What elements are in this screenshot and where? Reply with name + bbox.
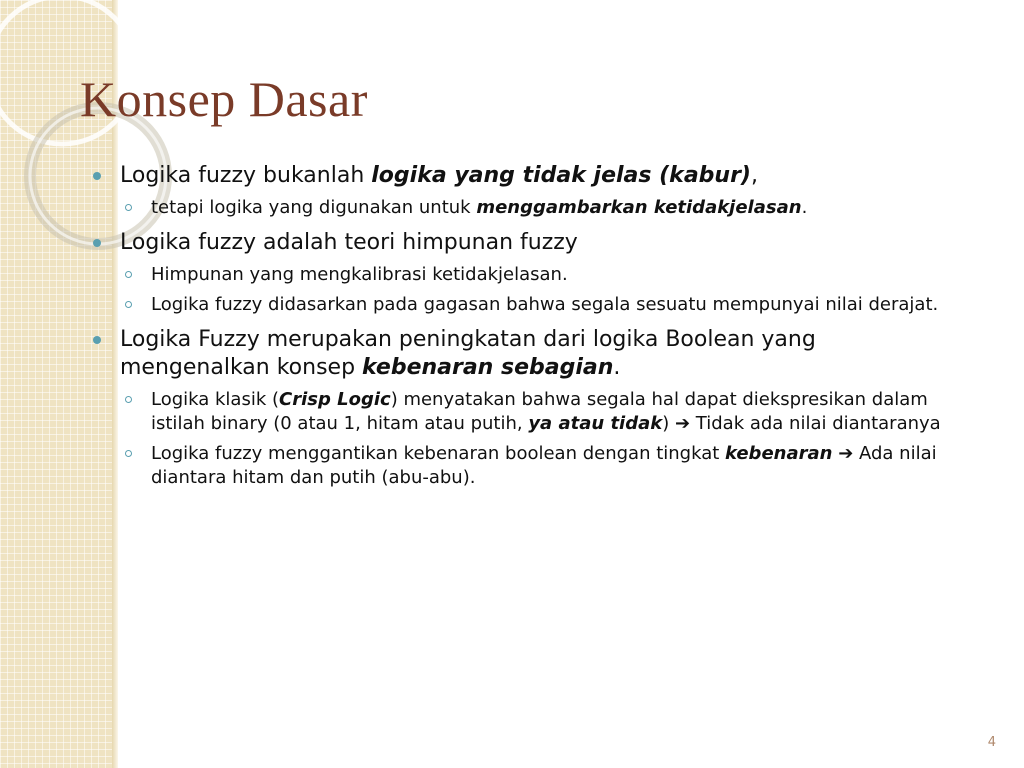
slide-body <box>92 162 972 490</box>
sub-bullet-item: Himpunan yang mengkalibrasi ketidakjelasan. <box>123 263 972 287</box>
page-number: 4 <box>987 735 996 750</box>
sub-bullet-item: Logika fuzzy didasarkan pada gagasan bahwa segala sesuatu mempunyai nilai derajat. <box>123 293 972 317</box>
right-arrow-icon: ➔ <box>838 443 859 464</box>
bullet-item: Logika Fuzzy merupakan peningkatan dari logika Boolean yang mengenalkan konsep kebenaran sebagian. <box>92 326 972 382</box>
sub-bullet-item: tetapi logika yang digunakan untuk menggambarkan ketidakjelasan. <box>123 196 972 220</box>
bullet-item: Logika fuzzy bukanlah logika yang tidak jelas (kabur), <box>92 162 972 190</box>
bullet-item: Logika fuzzy adalah teori himpunan fuzzy <box>92 229 972 257</box>
slide-title: Konsep Dasar <box>80 71 368 127</box>
right-arrow-icon: ➔ <box>674 413 696 434</box>
sub-bullet-item: Logika klasik (Crisp Logic) menyatakan bahwa segala hal dapat diekspresikan dalam istilah binary (0 atau 1, hitam atau putih, ya atau tidak) ➔ Tidak ada nilai diantaranya <box>123 388 972 436</box>
sub-bullet-item: Logika fuzzy menggantikan kebenaran boolean dengan tingkat kebenaran ➔ Ada nilai diantara hitam dan putih (abu-abu). <box>123 442 972 490</box>
